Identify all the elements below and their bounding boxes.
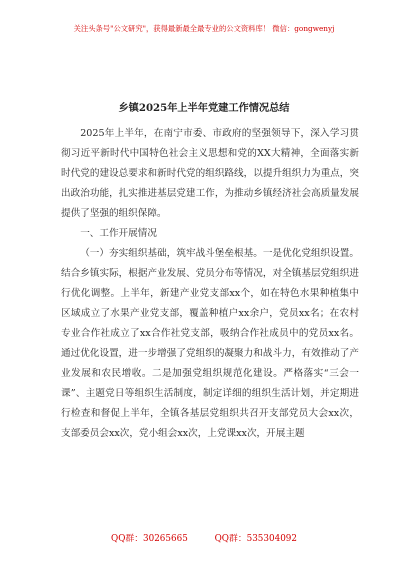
paragraph-intro: 2025年上半年，在南宁市委、市政府的坚强领导下，深入学习贯彻习近平新时代中国特色社会主义思想和党的XX大精神，全面落实新时代党的建设总要求和新时代党的组织路线，以提升组织力为重点，突出政治功能，扎实推进基层党建工作，为推动乡镇经济社会高质量发展提供了坚强的组织保障。 [61, 128, 359, 219]
footer-qq-group-2: QQ群：535304092 [214, 534, 297, 544]
document-body [61, 124, 359, 444]
paragraph-subsection-1: （一）夯实组织基础，筑牢战斗堡垒根基。一是优化党组织设置。结合乡镇实际，根据产业发展、党员分布等情况，对全镇基层党组织进行优化调整。上半年，新建产业党支部xx个，如在特色水果种植集中区域成立了水果产业党支部，覆盖种植户xx余户，党员xx名；在农村专业合作社成立了xx合作社党支部，吸纳合作社成员中的党员xx名。通过优化设置，进一步增强了党组织的凝聚力和战斗力，有效推动了产业发展和农民增收。二是加强党组织规范化建设。严格落实“三会一课”、主题党日等组织生活制度，制定详细的组织生活计划，并定期进行检查和督促上半年，全镇各基层党组织共召开支部党员大会xx次，支部委员会xx次，党小组会xx次，上党课xx次，开展主题 [61, 248, 359, 439]
top-banner: 关注头条号"公文研究"，获得最新最全最专业的公文资料库！ 微信：gongwenyj [73, 24, 335, 33]
section-heading: 一、工作开展情况 [80, 228, 157, 239]
footer-qq-group-1: QQ群：30265665 [111, 534, 188, 544]
footer-contacts [0, 531, 408, 544]
document-title: 乡镇2025年上半年党建工作情况总结 [118, 102, 290, 114]
